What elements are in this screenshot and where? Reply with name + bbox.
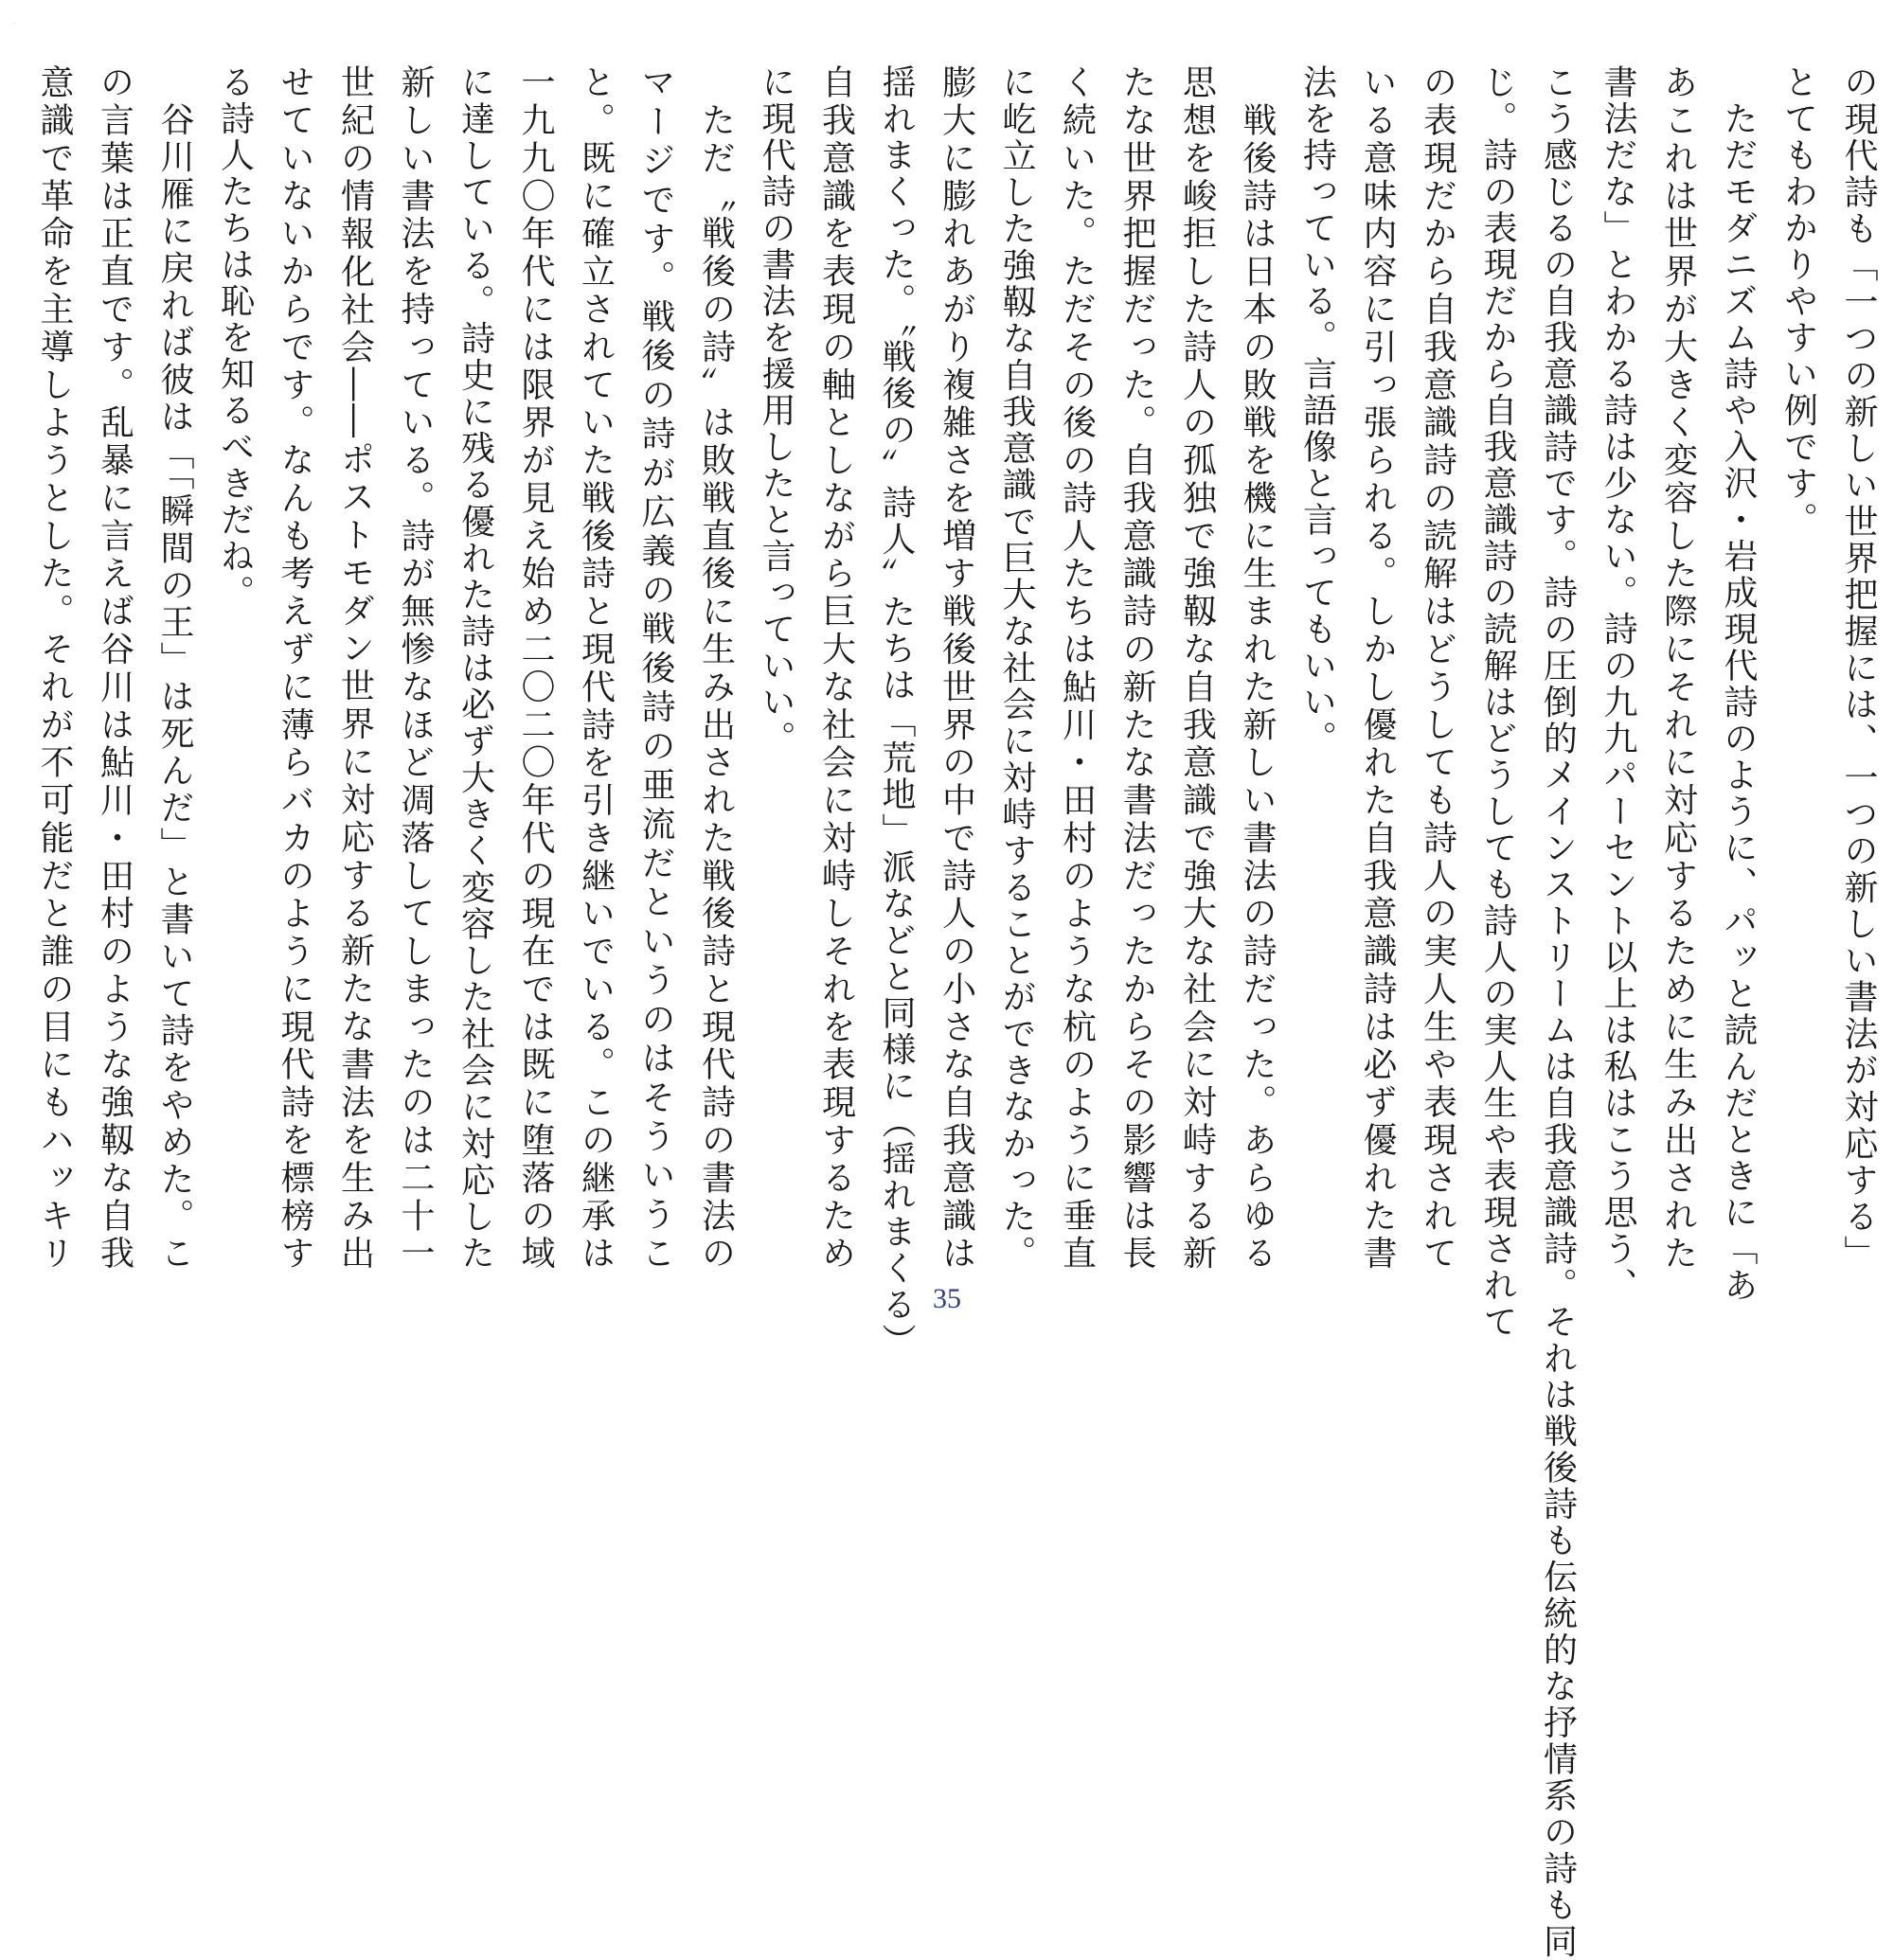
text-column: に屹立した強靱な自我意識で巨大な社会に対峙することができなかった。 bbox=[997, 64, 1036, 1272]
text-column: 戦後詩は日本の敗戦を機に生まれた新しい書法の詩だった。あらゆる bbox=[1238, 64, 1277, 1272]
text-column: と。既に確立されていた戦後詩と現代詩を引き継いでいる。この継承は bbox=[576, 64, 616, 1272]
text-column: の現代詩も「一つの新しい世界把握には、一つの新しい書法が対応する」 bbox=[1839, 64, 1878, 1272]
text-column: とてもわかりやすい例です。 bbox=[1778, 64, 1818, 539]
text-column: 一九九〇年代には限界が見え始め二〇二〇年代の現在では既に堕落の域 bbox=[516, 64, 555, 1272]
text-column: マージです。戦後の詩が広義の戦後詩の亜流だというのはそういうこ bbox=[636, 64, 675, 1272]
text-column: 谷川雁に戻れば彼は「「瞬間の王」は死んだ」と書いて詩をやめた。こ bbox=[155, 64, 194, 1272]
text-column: 意識で革命を主導しようとした。それが不可能だと誰の目にもハッキリ bbox=[35, 64, 74, 1272]
text-column: 自我意識を表現の軸としながら巨大な社会に対峙しそれを表現するため bbox=[816, 64, 856, 1272]
text-column: る詩人たちは恥を知るべきだね。 bbox=[215, 64, 255, 612]
scan-corner-mark: · bbox=[13, 21, 15, 27]
text-column: 書法だな」とわかる詩は少ない。詩の九九パーセント以上は私はこう思う、 bbox=[1599, 64, 1637, 1304]
text-column: たな世界把握だった。自我意識詩の新たな書法だったからその影響は長 bbox=[1117, 64, 1156, 1272]
page-number: 35 bbox=[933, 1283, 961, 1314]
text-column: 膨大に膨れあがり複雑さを増す戦後世界の中で詩人の小さな自我意識は bbox=[937, 64, 976, 1272]
text-column: 法を持っている。言語像と言ってもいい。 bbox=[1297, 64, 1337, 757]
text-column: ただモダニズム詩や入沢・岩成現代詩のように、パッと読んだときに「あ bbox=[1719, 64, 1758, 1304]
text-column: に現代詩の書法を援用したと言っていい。 bbox=[757, 64, 795, 757]
text-column: く続いた。ただその後の詩人たちは鮎川・田村のような杭のように垂直 bbox=[1057, 64, 1097, 1272]
text-column: 新しい書法を持っている。詩が無惨なほど凋落してしまったのは二十一 bbox=[396, 64, 435, 1272]
text-column: 思想を峻拒した詩人の孤独で強靱な自我意識で強大な社会に対峙する新 bbox=[1177, 64, 1217, 1272]
text-column: あこれは世界が大きく変容した際にそれに対応するために生み出された bbox=[1658, 64, 1698, 1272]
text-column: いる意味内容に引っ張られる。しかし優れた自我意識詩は必ず優れた書 bbox=[1358, 64, 1397, 1272]
text-column: 世紀の情報化社会――ポストモダン世界に対応する新たな書法を生み出 bbox=[335, 64, 375, 1273]
text-column: に達している。詩史に残る優れた詩は必ず大きく変容した社会に対応した bbox=[456, 64, 495, 1272]
text-column: せていないからです。なんも考えずに薄らバカのように現代詩を標榜す bbox=[276, 64, 314, 1272]
text-column: の表現だから自我意識詩の読解はどうしても詩人の実人生や表現されて bbox=[1418, 64, 1457, 1272]
text-column: 揺れまくった。〝戦後の〟詩人〟たちは「荒地」派などと同様に（揺れまくる） bbox=[877, 64, 916, 1360]
text-column: ただ〝戦後の詩〟は敗戦直後に生み出された戦後詩と現代詩の書法の bbox=[696, 64, 736, 1272]
text-column: じ。詩の表現だから自我意識詩の読解はどうしても詩人の実人生や表現されて bbox=[1478, 64, 1517, 1341]
text-column: こう感じるの自我意識詩です。詩の圧倒的メインストリームは自我意識詩。それは戦後詩も伝統的な抒情系の詩も同 bbox=[1538, 64, 1578, 1960]
text-column: の言葉は正直です。乱暴に言えば谷川は鮎川・田村のような強靱な自我 bbox=[95, 64, 134, 1272]
